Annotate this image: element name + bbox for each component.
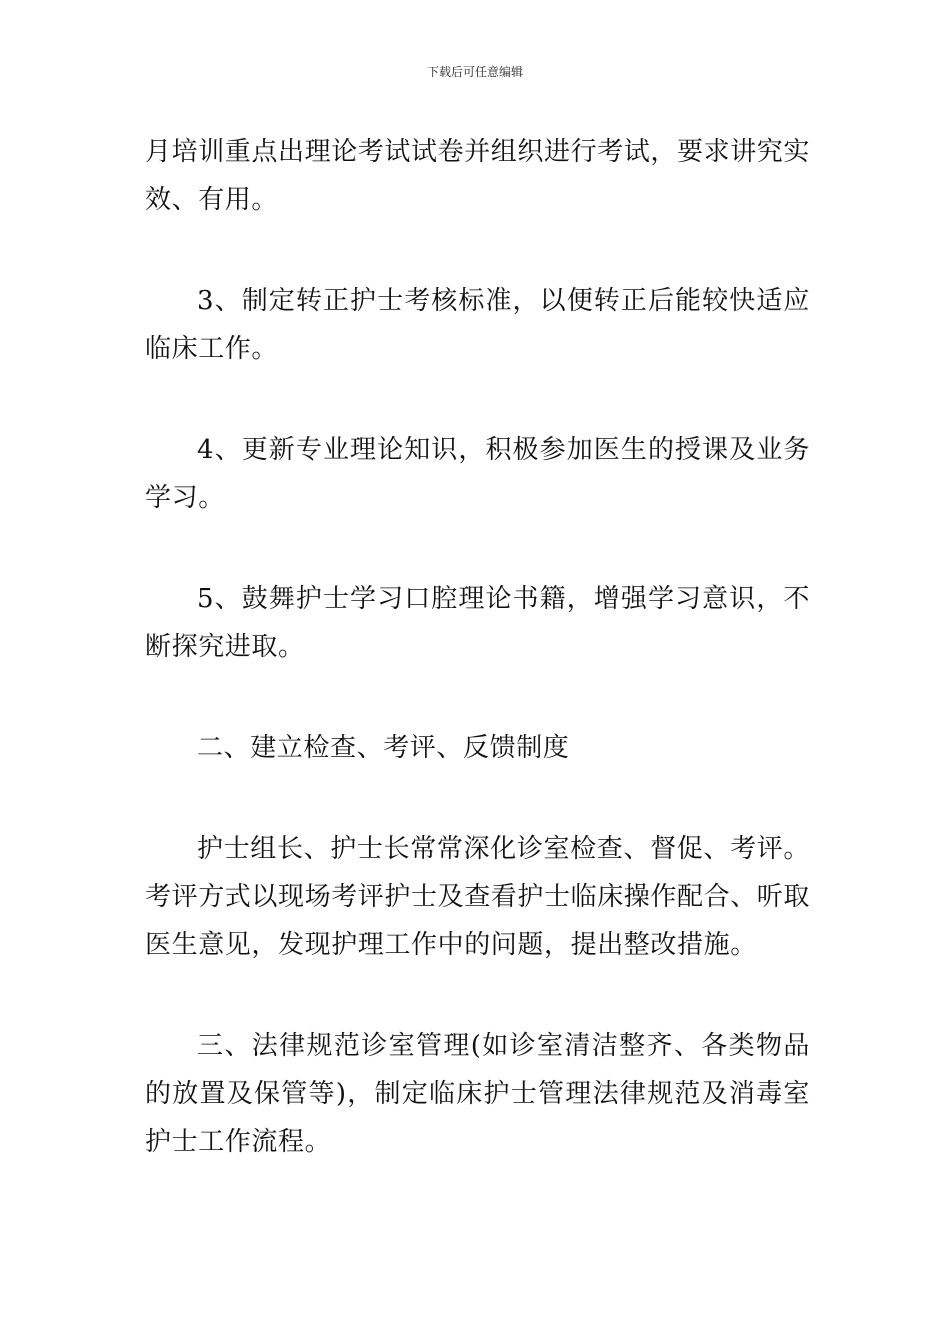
page-header: 下载后可任意编辑 xyxy=(426,65,523,79)
paragraph-item-3: 3、制定转正护士考核标准，以便转正后能较快适应临床工作。 xyxy=(145,286,810,364)
section-heading-3: 三、法律规范诊室管理(如诊室清洁整齐、各类物品的放置及保管等)，制定临床护士管理法律规范及消毒室护士工作流程。 xyxy=(145,1031,810,1157)
section-heading-2: 二、建立检查、考评、反馈制度 xyxy=(197,733,570,763)
paragraph-inspection: 护士组长、护士长常常深化诊室检查、督促、考评。考评方式以现场考评护士及查看护士临床操作配合、听取医生意见，发现护理工作中的问题，提出整改措施。 xyxy=(145,834,811,960)
document-body xyxy=(145,128,810,1219)
paragraph-item-5: 5、鼓舞护士学习口腔理论书籍，增强学习意识，不断探究进取。 xyxy=(145,584,810,662)
paragraph-continuation: 月培训重点出理论考试试卷并组织进行考试，要求讲究实效、有用。 xyxy=(145,137,811,215)
paragraph-item-4: 4、更新专业理论知识，积极参加医生的授课及业务学习。 xyxy=(145,435,810,513)
